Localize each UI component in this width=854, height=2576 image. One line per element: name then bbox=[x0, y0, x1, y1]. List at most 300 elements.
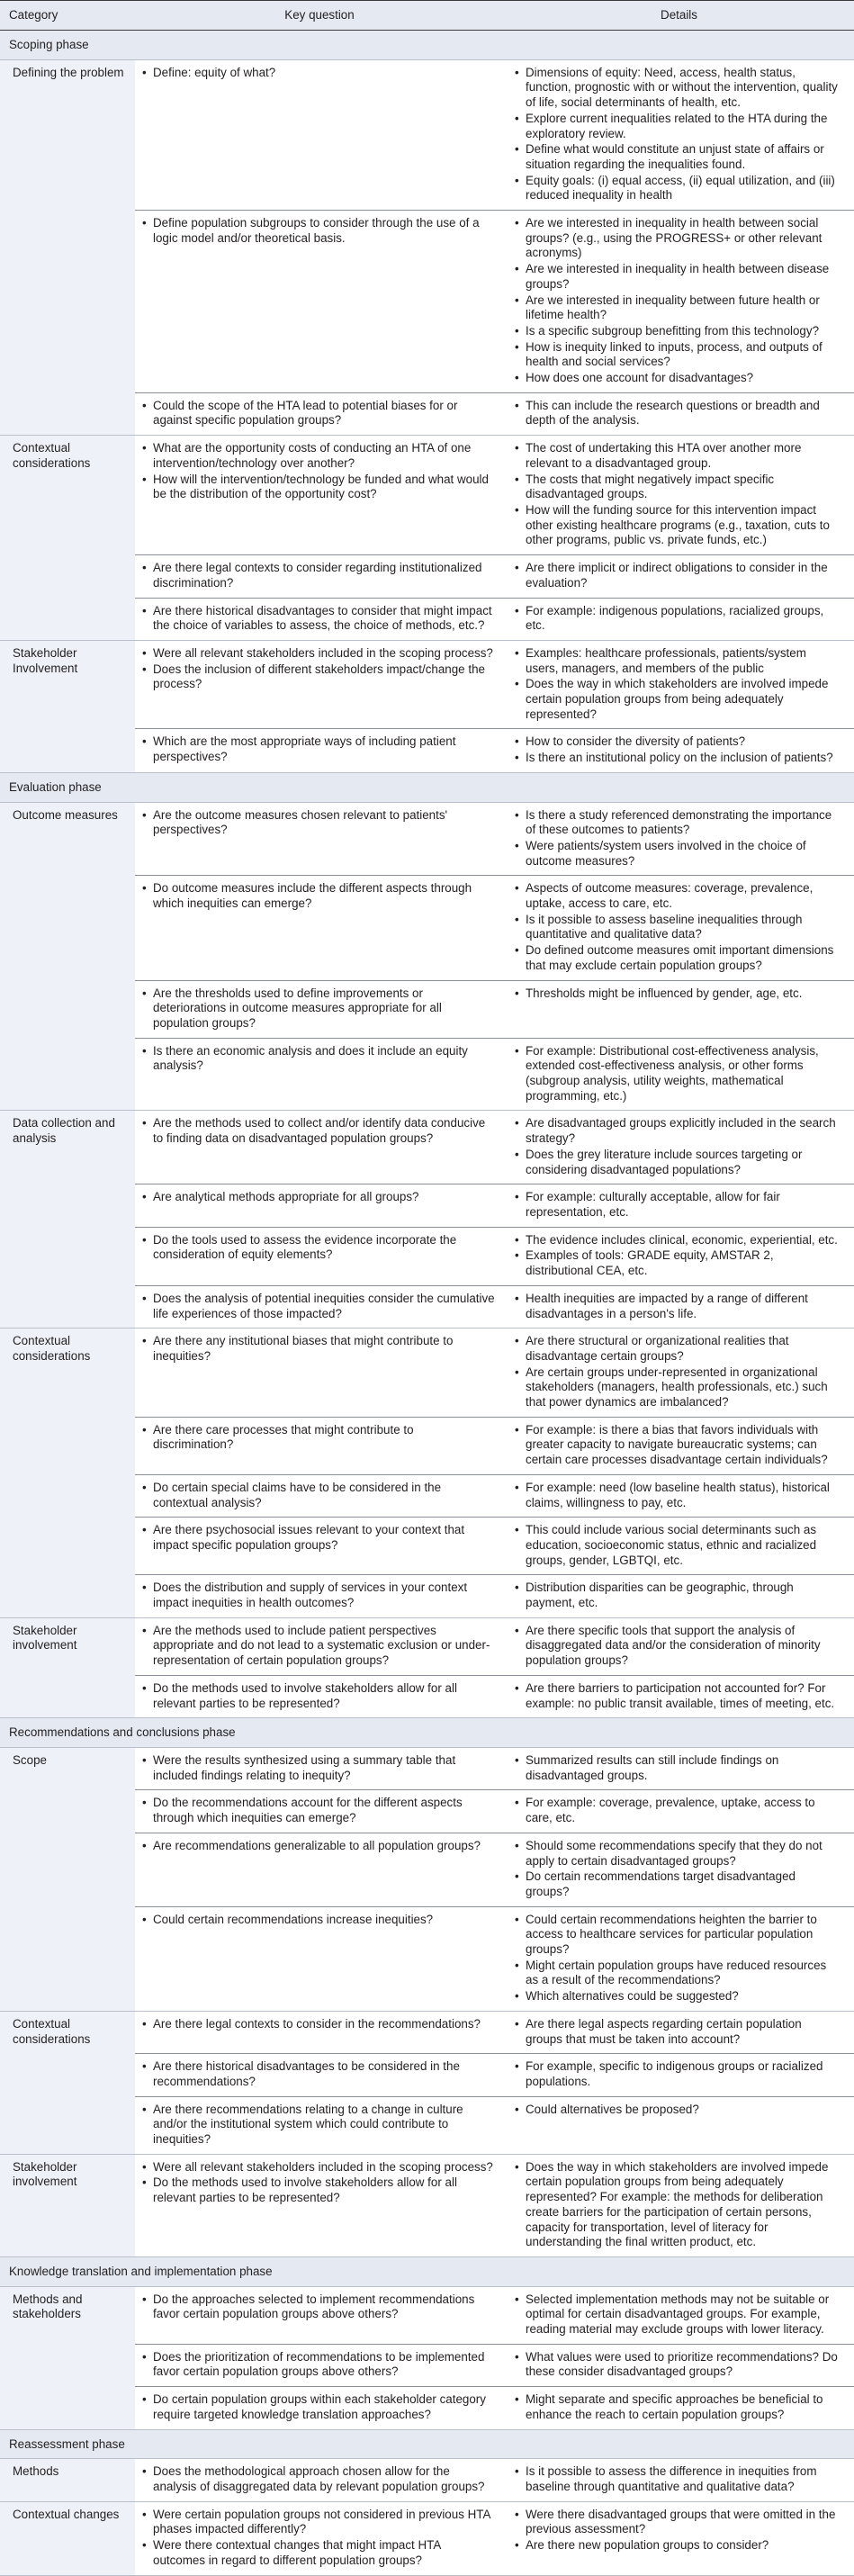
key-question-list bbox=[142, 1292, 495, 1321]
key-question-item: • Is there an economic analysis and does it include an equity analysis? bbox=[142, 1044, 495, 1074]
details-list bbox=[515, 2350, 841, 2380]
details-cell bbox=[504, 1518, 854, 1574]
details-item: • Explore current inequalities related to the HTA during the exploratory review. bbox=[515, 112, 841, 141]
key-question-cell bbox=[135, 1575, 504, 1617]
key-question-cell bbox=[135, 2459, 504, 2500]
details-item: • Are there barriers to participation not accounted for? For example: no public transit available, times of meeting, etc. bbox=[515, 1681, 841, 1711]
details-item: • This could include various social determinants such as education, socioeconomic status, ethnic and racialized groups, gender, LGBTQI, etc. bbox=[515, 1523, 841, 1568]
details-list bbox=[515, 2059, 841, 2089]
key-question-cell bbox=[135, 729, 504, 771]
category-section bbox=[0, 2287, 854, 2430]
details-list bbox=[515, 561, 841, 590]
key-question-list bbox=[142, 2392, 495, 2422]
category-label: Data collection and analysis bbox=[0, 1111, 135, 1328]
details-list bbox=[515, 1423, 841, 1468]
details-list bbox=[515, 1044, 841, 1104]
key-question-cell bbox=[135, 1228, 504, 1285]
category-label: Contextual considerations bbox=[0, 1329, 135, 1617]
key-question-cell bbox=[135, 1329, 504, 1417]
details-list bbox=[515, 2508, 841, 2553]
key-question-list bbox=[142, 66, 495, 81]
details-cell bbox=[504, 599, 854, 640]
category-rows bbox=[135, 60, 854, 435]
phase-title: Reassessment phase bbox=[0, 2430, 854, 2460]
details-item: • Do defined outcome measures omit important dimensions that may exclude certain population groups? bbox=[515, 943, 841, 973]
key-question-cell bbox=[135, 803, 504, 876]
table-row bbox=[135, 876, 854, 980]
details-list bbox=[515, 646, 841, 723]
key-question-cell bbox=[135, 1518, 504, 1574]
table-row bbox=[135, 599, 854, 640]
key-question-cell bbox=[135, 2097, 504, 2154]
key-question-item: • Could the scope of the HTA lead to potential biases for or against specific population groups? bbox=[142, 399, 495, 428]
details-cell bbox=[504, 1475, 854, 1517]
details-item: • The evidence includes clinical, economic, experiential, etc. bbox=[515, 1233, 841, 1248]
key-question-list bbox=[142, 1044, 495, 1074]
details-list bbox=[515, 1481, 841, 1510]
table-row bbox=[135, 1418, 854, 1475]
table-row bbox=[135, 1748, 854, 1790]
category-rows bbox=[135, 2155, 854, 2256]
table-row bbox=[135, 393, 854, 435]
details-list bbox=[515, 2392, 841, 2422]
key-question-list bbox=[142, 1233, 495, 1263]
category-section bbox=[0, 2502, 854, 2576]
key-question-cell bbox=[135, 60, 504, 210]
key-question-item: • Are there any institutional biases that might contribute to inequities? bbox=[142, 1334, 495, 1364]
key-question-cell bbox=[135, 1748, 504, 1789]
key-question-list bbox=[142, 2292, 495, 2322]
details-list bbox=[515, 1292, 841, 1321]
details-item: • For example: need (low baseline health status), historical claims, willingness to pay, etc. bbox=[515, 1481, 841, 1510]
details-cell bbox=[504, 211, 854, 392]
key-question-list bbox=[142, 2464, 495, 2494]
key-question-list bbox=[142, 2017, 495, 2032]
details-item: • Could alternatives be proposed? bbox=[515, 2103, 841, 2118]
table-row bbox=[135, 1618, 854, 1676]
table-row bbox=[135, 1833, 854, 1907]
key-question-cell bbox=[135, 2502, 504, 2575]
key-question-item: • Are there psychosocial issues relevant to your context that impact specific population groups? bbox=[142, 1523, 495, 1553]
table-row bbox=[135, 2155, 854, 2256]
key-question-cell bbox=[135, 2387, 504, 2428]
key-question-list bbox=[142, 808, 495, 838]
category-label: Contextual changes bbox=[0, 2502, 135, 2575]
details-cell bbox=[504, 729, 854, 771]
details-item: • Might separate and specific approaches be beneficial to enhance the reach to certain population groups? bbox=[515, 2392, 841, 2422]
key-question-cell bbox=[135, 981, 504, 1038]
details-item: • Is it possible to assess the difference in inequities from baseline through quantitative and qualitative data? bbox=[515, 2464, 841, 2494]
details-cell bbox=[504, 981, 854, 1038]
category-rows bbox=[135, 641, 854, 772]
details-list bbox=[515, 216, 841, 386]
category-rows bbox=[135, 436, 854, 640]
key-question-item: • Were all relevant stakeholders included in the scoping process? bbox=[142, 2160, 495, 2175]
category-section bbox=[0, 1111, 854, 1329]
details-item: • Define what would constitute an unjust state of affairs or situation regarding the inequalities found. bbox=[515, 142, 841, 172]
category-section bbox=[0, 2459, 854, 2501]
key-question-list bbox=[142, 561, 495, 590]
details-item: • Are there implicit or indirect obligations to consider in the evaluation? bbox=[515, 561, 841, 590]
key-question-cell bbox=[135, 1184, 504, 1226]
details-item: • Thresholds might be influenced by gender, age, etc. bbox=[515, 986, 841, 1002]
category-label: Methods and stakeholders bbox=[0, 2287, 135, 2429]
category-label: Stakeholder involvement bbox=[0, 2155, 135, 2256]
key-question-cell bbox=[135, 1833, 504, 1906]
key-question-item: • Were certain population groups not considered in previous HTA phases impacted differently? bbox=[142, 2508, 495, 2537]
phase-title: Recommendations and conclusions phase bbox=[0, 1718, 854, 1748]
table-row bbox=[135, 1475, 854, 1518]
details-item: • Which alternatives could be suggested? bbox=[515, 1989, 841, 2004]
key-question-item: • Are the methods used to collect and/or identify data conducive to finding data on disadvantaged population groups? bbox=[142, 1116, 495, 1146]
key-question-cell bbox=[135, 1418, 504, 1474]
category-rows bbox=[135, 2287, 854, 2429]
key-question-item: • Are there recommendations relating to a change in culture and/or the institutional system which could contribute to inequities? bbox=[142, 2103, 495, 2148]
details-list bbox=[515, 1116, 841, 1177]
key-question-cell bbox=[135, 1907, 504, 2011]
table-row bbox=[135, 1329, 854, 1418]
details-item: • Examples of tools: GRADE equity, AMSTAR 2, distributional CEA, etc. bbox=[515, 1248, 841, 1278]
details-item: • For example: is there a bias that favors individuals with greater capacity to navigate bureaucratic systems; can certain care processes disadvantage certain individuals? bbox=[515, 1423, 841, 1468]
details-item: • Does the way in which stakeholders are involved impede certain population groups from being adequately represented? bbox=[515, 677, 841, 722]
key-question-item: • Are there legal contexts to consider in the recommendations? bbox=[142, 2017, 495, 2032]
details-item: • Do certain recommendations target disadvantaged groups? bbox=[515, 1869, 841, 1899]
details-cell bbox=[504, 1418, 854, 1474]
category-section bbox=[0, 436, 854, 641]
details-cell bbox=[504, 555, 854, 597]
key-question-list bbox=[142, 604, 495, 634]
details-cell bbox=[504, 1676, 854, 1717]
category-section bbox=[0, 1618, 854, 1719]
details-item: • Is there a study referenced demonstrating the importance of these outcomes to patients? bbox=[515, 808, 841, 838]
key-question-list bbox=[142, 734, 495, 764]
table-row bbox=[135, 1286, 854, 1328]
details-cell bbox=[504, 1184, 854, 1226]
key-question-list bbox=[142, 399, 495, 428]
key-question-item: • Do the methods used to involve stakeholders allow for all relevant parties to be represented? bbox=[142, 1681, 495, 1711]
key-question-cell bbox=[135, 1286, 504, 1328]
details-cell bbox=[504, 1618, 854, 1675]
details-list bbox=[515, 66, 841, 203]
key-question-list bbox=[142, 1624, 495, 1669]
details-item: • Are disadvantaged groups explicitly included in the search strategy? bbox=[515, 1116, 841, 1146]
details-item: • Is there an institutional policy on the inclusion of patients? bbox=[515, 751, 841, 766]
category-section bbox=[0, 1329, 854, 1618]
table-row bbox=[135, 1184, 854, 1227]
key-question-cell bbox=[135, 2054, 504, 2095]
details-item: • Equity goals: (i) equal access, (ii) equal utilization, and (iii) reduced inequality in health bbox=[515, 174, 841, 203]
details-list bbox=[515, 441, 841, 548]
key-question-cell bbox=[135, 2012, 504, 2053]
key-question-item: • Do outcome measures include the different aspects through which inequities can emerge? bbox=[142, 881, 495, 911]
details-cell bbox=[504, 2054, 854, 2095]
details-cell bbox=[504, 1111, 854, 1184]
details-cell bbox=[504, 1329, 854, 1417]
key-question-list bbox=[142, 1523, 495, 1553]
key-question-item: • Are there legal contexts to consider regarding institutionalized discrimination? bbox=[142, 561, 495, 590]
key-question-item: • Are the methods used to include patient perspectives appropriate and do not lead to a systematic exclusion or under-representation of certain population groups? bbox=[142, 1624, 495, 1669]
table-row bbox=[135, 1676, 854, 1717]
category-section bbox=[0, 2155, 854, 2257]
table-row bbox=[135, 555, 854, 598]
table-row bbox=[135, 729, 854, 771]
category-label: Contextual considerations bbox=[0, 436, 135, 640]
details-item: • Does the way in which stakeholders are involved impede certain population groups from being adequately represented? For example: the methods for deliberation create barriers for the participation of certain persons, capacity for transportation, level of literacy for understanding the final written product, etc. bbox=[515, 2160, 841, 2250]
key-question-list bbox=[142, 881, 495, 911]
header-category: Category bbox=[9, 7, 58, 22]
key-question-list bbox=[142, 1681, 495, 1711]
phase-title: Knowledge translation and implementation phase bbox=[0, 2257, 854, 2287]
key-question-cell bbox=[135, 641, 504, 729]
details-item: • How does one account for disadvantages? bbox=[515, 371, 841, 386]
key-question-cell bbox=[135, 1039, 504, 1111]
category-label: Methods bbox=[0, 2459, 135, 2500]
details-cell bbox=[504, 1907, 854, 2011]
details-item: • For example: coverage, prevalence, uptake, access to care, etc. bbox=[515, 1796, 841, 1825]
category-label: Stakeholder involvement bbox=[0, 1618, 135, 1718]
details-item: • Are there legal aspects regarding certain population groups that must be taken into account? bbox=[515, 2017, 841, 2047]
details-item: • Aspects of outcome measures: coverage, prevalence, uptake, access to care, etc. bbox=[515, 881, 841, 911]
details-cell bbox=[504, 2387, 854, 2428]
category-label: Stakeholder Involvement bbox=[0, 641, 135, 772]
category-section bbox=[0, 803, 854, 1112]
key-question-item: • Are the thresholds used to define improvements or deteriorations in outcome measures appropriate for all population groups? bbox=[142, 986, 495, 1031]
key-question-item: • Does the inclusion of different stakeholders impact/change the process? bbox=[142, 662, 495, 692]
category-section bbox=[0, 641, 854, 773]
key-question-list bbox=[142, 2059, 495, 2089]
key-question-item: • Does the methodological approach chosen allow for the analysis of disaggregated data by relevant population groups? bbox=[142, 2464, 495, 2494]
details-cell bbox=[504, 2155, 854, 2256]
key-question-item: • Are there historical disadvantages to consider that might impact the choice of variables to assess, the choice of methods, etc.? bbox=[142, 604, 495, 634]
key-question-item: • Does the analysis of potential inequities consider the cumulative life experiences of those impacted? bbox=[142, 1292, 495, 1321]
table-row bbox=[135, 2287, 854, 2345]
details-cell bbox=[504, 2097, 854, 2154]
key-question-item: • Define population subgroups to consider through the use of a logic model and/or theoretical basis. bbox=[142, 216, 495, 246]
key-question-list bbox=[142, 1481, 495, 1510]
key-question-cell bbox=[135, 1790, 504, 1832]
details-list bbox=[515, 1796, 841, 1825]
key-question-list bbox=[142, 1581, 495, 1610]
details-list bbox=[515, 986, 841, 1002]
key-question-list bbox=[142, 1839, 495, 1854]
details-cell bbox=[504, 436, 854, 554]
key-question-cell bbox=[135, 2155, 504, 2256]
category-rows bbox=[135, 1329, 854, 1617]
table-row bbox=[135, 1518, 854, 1575]
table-header bbox=[0, 0, 854, 31]
phase-title: Scoping phase bbox=[0, 31, 854, 60]
category-label: Defining the problem bbox=[0, 60, 135, 435]
key-question-list bbox=[142, 646, 495, 692]
key-question-item: • Does the distribution and supply of services in your context impact inequities in health outcomes? bbox=[142, 1581, 495, 1610]
details-item: • Are we interested in inequality in health between disease groups? bbox=[515, 262, 841, 292]
key-question-list bbox=[142, 2350, 495, 2380]
details-item: • The cost of undertaking this HTA over another more relevant to a disadvantaged group. bbox=[515, 441, 841, 471]
key-question-cell bbox=[135, 1111, 504, 1184]
details-cell bbox=[504, 1039, 854, 1111]
details-list bbox=[515, 2292, 841, 2337]
table-row bbox=[135, 1575, 854, 1617]
details-list bbox=[515, 2017, 841, 2047]
key-question-item: • Were the results synthesized using a summary table that included findings relating to inequity? bbox=[142, 1753, 495, 1783]
details-item: • Are there structural or organizational realities that disadvantage certain groups? bbox=[515, 1334, 841, 1364]
details-cell bbox=[504, 641, 854, 729]
details-item: • Were patients/system users involved in the choice of outcome measures? bbox=[515, 839, 841, 869]
details-cell bbox=[504, 1748, 854, 1789]
details-cell bbox=[504, 1286, 854, 1328]
key-question-cell bbox=[135, 436, 504, 554]
details-item: • Are there new population groups to consider? bbox=[515, 2538, 841, 2553]
key-question-cell bbox=[135, 599, 504, 640]
table-row bbox=[135, 60, 854, 211]
category-section bbox=[0, 2012, 854, 2155]
header-details: Details bbox=[661, 7, 697, 22]
details-item: • How will the funding source for this intervention impact other existing healthcare programs (e.g., taxation, cuts to other programs, public vs. private funds, etc.) bbox=[515, 503, 841, 548]
key-question-item: • Are there care processes that might contribute to discrimination? bbox=[142, 1423, 495, 1453]
key-question-item: • Were there contextual changes that might impact HTA outcomes in regard to different population groups? bbox=[142, 2538, 495, 2568]
category-rows bbox=[135, 1748, 854, 2011]
details-cell bbox=[504, 1790, 854, 1832]
details-item: • Summarized results can still include findings on disadvantaged groups. bbox=[515, 1753, 841, 1783]
key-question-list bbox=[142, 1190, 495, 1205]
table-row bbox=[135, 1790, 854, 1833]
details-item: • Health inequities are impacted by a range of different disadvantages in a person's life. bbox=[515, 1292, 841, 1321]
details-item: • Are we interested in inequality between future health or lifetime health? bbox=[515, 293, 841, 323]
details-list bbox=[515, 1839, 841, 1900]
details-list bbox=[515, 881, 841, 973]
table-row bbox=[135, 1039, 854, 1111]
details-item: • For example: Distributional cost-effectiveness analysis, extended cost-effectiveness analysis, or other forms (subgroup analysis, utility weights, mathematical programming, etc.) bbox=[515, 1044, 841, 1104]
details-item: • Is it possible to assess baseline inequalities through quantitative and qualitative data? bbox=[515, 913, 841, 942]
key-question-cell bbox=[135, 211, 504, 392]
details-list bbox=[515, 1913, 841, 2004]
key-question-cell bbox=[135, 1676, 504, 1717]
key-question-cell bbox=[135, 2287, 504, 2344]
details-item: • Dimensions of equity: Need, access, health status, function, prognostic with or without the intervention, quality of life, social determinants of health, etc. bbox=[515, 66, 841, 111]
category-label: Contextual considerations bbox=[0, 2012, 135, 2154]
table-body bbox=[0, 31, 854, 2576]
details-item: • What values were used to prioritize recommendations? Do these consider disadvantaged groups? bbox=[515, 2350, 841, 2380]
details-cell bbox=[504, 803, 854, 876]
details-item: • How to consider the diversity of patients? bbox=[515, 734, 841, 750]
details-item: • Were there disadvantaged groups that were omitted in the previous assessment? bbox=[515, 2508, 841, 2537]
details-item: • Are we interested in inequality in health between social groups? (e.g., using the PROGRESS+ or other relevant acronyms) bbox=[515, 216, 841, 261]
details-list bbox=[515, 1233, 841, 1279]
key-question-list bbox=[142, 441, 495, 502]
key-question-cell bbox=[135, 555, 504, 597]
table-row bbox=[135, 2459, 854, 2500]
phase-title: Evaluation phase bbox=[0, 773, 854, 803]
details-cell bbox=[504, 1833, 854, 1906]
table-row bbox=[135, 211, 854, 393]
key-question-item: • Are the outcome measures chosen relevant to patients' perspectives? bbox=[142, 808, 495, 838]
details-item: • Might certain population groups have reduced resources as a result of the recommendations? bbox=[515, 1959, 841, 1988]
key-question-list bbox=[142, 986, 495, 1031]
key-question-list bbox=[142, 1116, 495, 1146]
details-cell bbox=[504, 876, 854, 979]
details-list bbox=[515, 2464, 841, 2494]
details-cell bbox=[504, 1228, 854, 1285]
key-question-cell bbox=[135, 393, 504, 435]
details-list bbox=[515, 1753, 841, 1783]
details-item: • This can include the research questions or breadth and depth of the analysis. bbox=[515, 399, 841, 428]
details-item: • The costs that might negatively impact specific disadvantaged groups. bbox=[515, 473, 841, 502]
details-item: • For example: indigenous populations, racialized groups, etc. bbox=[515, 604, 841, 634]
key-question-list bbox=[142, 1753, 495, 1783]
key-question-item: • Do the approaches selected to implement recommendations favor certain population groups above others? bbox=[142, 2292, 495, 2322]
key-question-cell bbox=[135, 1618, 504, 1675]
details-item: • Could certain recommendations heighten the barrier to access to healthcare services for particular population groups? bbox=[515, 1913, 841, 1958]
details-list bbox=[515, 734, 841, 765]
details-item: • How is inequity linked to inputs, process, and outputs of health and social services? bbox=[515, 340, 841, 370]
details-item: • For example: culturally acceptable, allow for fair representation, etc. bbox=[515, 1190, 841, 1220]
table-row bbox=[135, 2345, 854, 2387]
category-rows bbox=[135, 2459, 854, 2500]
key-question-cell bbox=[135, 1475, 504, 1517]
details-cell bbox=[504, 2287, 854, 2344]
details-cell bbox=[504, 2459, 854, 2500]
key-question-item: • Which are the most appropriate ways of including patient perspectives? bbox=[142, 734, 495, 764]
details-item: • Are there specific tools that support the analysis of disaggregated data and/or the consideration of minority population groups? bbox=[515, 1624, 841, 1669]
details-item: • Are certain groups under-represented in organizational stakeholders (managers, health professionals, etc.) such that power dynamics are imbalanced? bbox=[515, 1365, 841, 1410]
details-cell bbox=[504, 2012, 854, 2053]
table-row bbox=[135, 2054, 854, 2096]
key-question-list bbox=[142, 1913, 495, 1928]
key-question-item: • Does the prioritization of recommendations to be implemented favor certain population groups above others? bbox=[142, 2350, 495, 2380]
key-question-item: • Do certain population groups within each stakeholder category require targeted knowledge translation approaches? bbox=[142, 2392, 495, 2422]
details-list bbox=[515, 604, 841, 634]
details-cell bbox=[504, 2502, 854, 2575]
key-question-item: • Are recommendations generalizable to all population groups? bbox=[142, 1839, 495, 1854]
category-label: Scope bbox=[0, 1748, 135, 2011]
category-rows bbox=[135, 1618, 854, 1718]
details-item: • Distribution disparities can be geographic, through payment, etc. bbox=[515, 1581, 841, 1610]
category-section bbox=[0, 60, 854, 436]
table-row bbox=[135, 2097, 854, 2154]
key-question-list bbox=[142, 216, 495, 246]
table-row bbox=[135, 1907, 854, 2011]
key-question-cell bbox=[135, 876, 504, 979]
details-list bbox=[515, 1190, 841, 1220]
header-key-question: Key question bbox=[284, 7, 355, 22]
table-row bbox=[135, 436, 854, 555]
details-cell bbox=[504, 393, 854, 435]
key-question-list bbox=[142, 1796, 495, 1825]
table-row bbox=[135, 2502, 854, 2575]
details-list bbox=[515, 1624, 841, 1669]
details-list bbox=[515, 808, 841, 869]
details-list bbox=[515, 1523, 841, 1568]
key-question-item: • Do the methods used to involve stakeholders allow for all relevant parties to be represented? bbox=[142, 2175, 495, 2205]
key-question-list bbox=[142, 2103, 495, 2148]
key-question-item: • How will the intervention/technology be funded and what would be the distribution of the opportunity cost? bbox=[142, 473, 495, 502]
key-question-list bbox=[142, 2160, 495, 2206]
table-row bbox=[135, 641, 854, 730]
category-rows bbox=[135, 2012, 854, 2154]
table-row bbox=[135, 981, 854, 1039]
key-question-list bbox=[142, 1334, 495, 1364]
details-list bbox=[515, 2103, 841, 2118]
table-row bbox=[135, 2387, 854, 2428]
details-item: • Is a specific subgroup benefitting from this technology? bbox=[515, 324, 841, 339]
details-item: • Does the grey literature include sources targeting or considering disadvantaged populations? bbox=[515, 1148, 841, 1177]
details-list bbox=[515, 1581, 841, 1610]
details-cell bbox=[504, 1575, 854, 1617]
category-rows bbox=[135, 1111, 854, 1328]
table-row bbox=[135, 803, 854, 877]
key-question-item: • Could certain recommendations increase inequities? bbox=[142, 1913, 495, 1928]
details-item: • Examples: healthcare professionals, patients/system users, managers, and members of the public bbox=[515, 646, 841, 676]
